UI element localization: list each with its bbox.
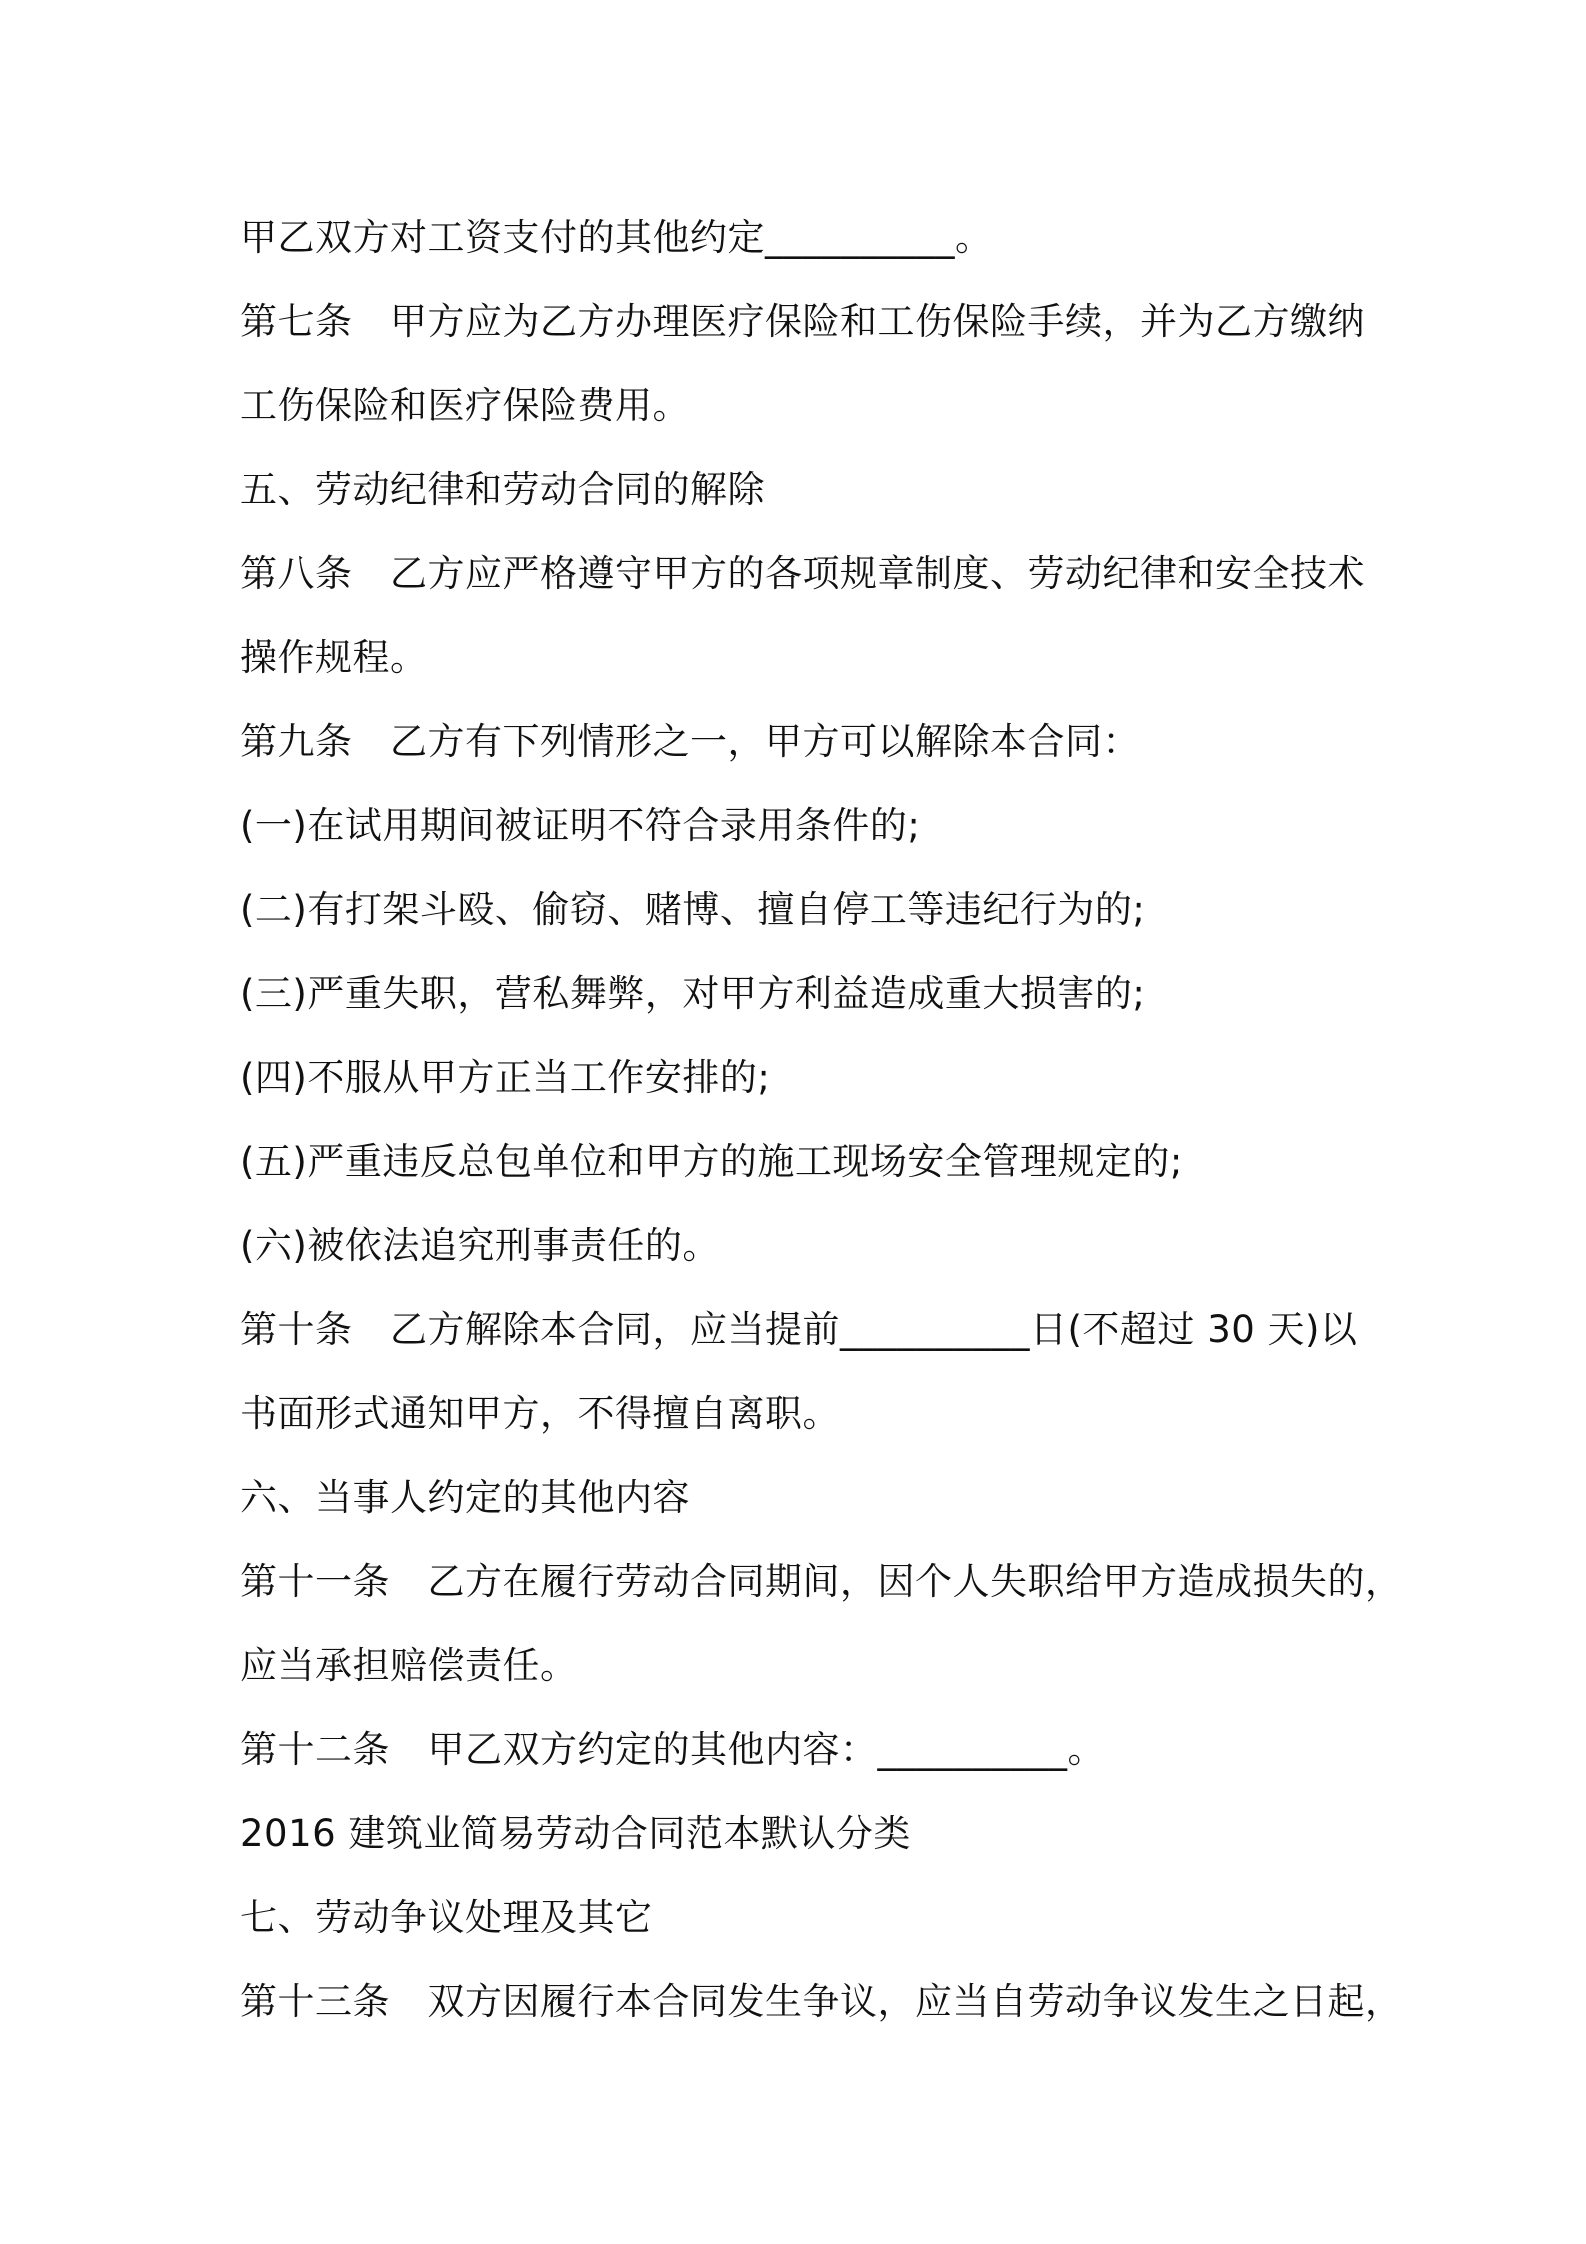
article-7-line-2: 工伤保险和医疗保险费用。 (240, 384, 690, 427)
document-body (240, 196, 1403, 2044)
article-9-line: 第九条 乙方有下列情形之一，甲方可以解除本合同： (240, 720, 1140, 763)
article-9-item-6: (六)被依法追究刑事责任的。 (240, 1224, 720, 1267)
article-10-line-1: 第十条 乙方解除本合同，应当提前__________日(不超过 30 天)以 (240, 1308, 1358, 1351)
document-note-line: 2016 建筑业简易劳动合同范本默认分类 (240, 1812, 911, 1855)
section-heading-6: 六、当事人约定的其他内容 (240, 1476, 690, 1519)
article-8-line-2: 操作规程。 (240, 636, 428, 679)
article-9-item-3: (三)严重失职，营私舞弊，对甲方利益造成重大损害的; (240, 972, 1146, 1015)
article-11-line-2: 应当承担赔偿责任。 (240, 1644, 578, 1687)
article-9-item-2: (二)有打架斗殴、偷窃、赌博、擅自停工等违纪行为的; (240, 888, 1146, 931)
text-line-wage-agreement: 甲乙双方对工资支付的其他约定__________。 (240, 216, 993, 259)
article-7-line-1: 第七条 甲方应为乙方办理医疗保险和工伤保险手续，并为乙方缴纳 (240, 300, 1365, 343)
article-11-line-1: 第十一条 乙方在履行劳动合同期间，因个人失职给甲方造成损失的， (240, 1560, 1403, 1603)
article-12-line: 第十二条 甲乙双方约定的其他内容：__________。 (240, 1728, 1105, 1771)
article-13-line: 第十三条 双方因履行本合同发生争议，应当自劳动争议发生之日起， (240, 1980, 1403, 2023)
article-9-item-4: (四)不服从甲方正当工作安排的; (240, 1056, 771, 1099)
section-heading-7: 七、劳动争议处理及其它 (240, 1896, 653, 1939)
article-9-item-1: (一)在试用期间被证明不符合录用条件的; (240, 804, 921, 847)
article-10-line-2: 书面形式通知甲方，不得擅自离职。 (240, 1392, 840, 1435)
article-9-item-5: (五)严重违反总包单位和甲方的施工现场安全管理规定的; (240, 1140, 1183, 1183)
section-heading-5: 五、劳动纪律和劳动合同的解除 (240, 468, 765, 511)
article-8-line-1: 第八条 乙方应严格遵守甲方的各项规章制度、劳动纪律和安全技术 (240, 552, 1365, 595)
